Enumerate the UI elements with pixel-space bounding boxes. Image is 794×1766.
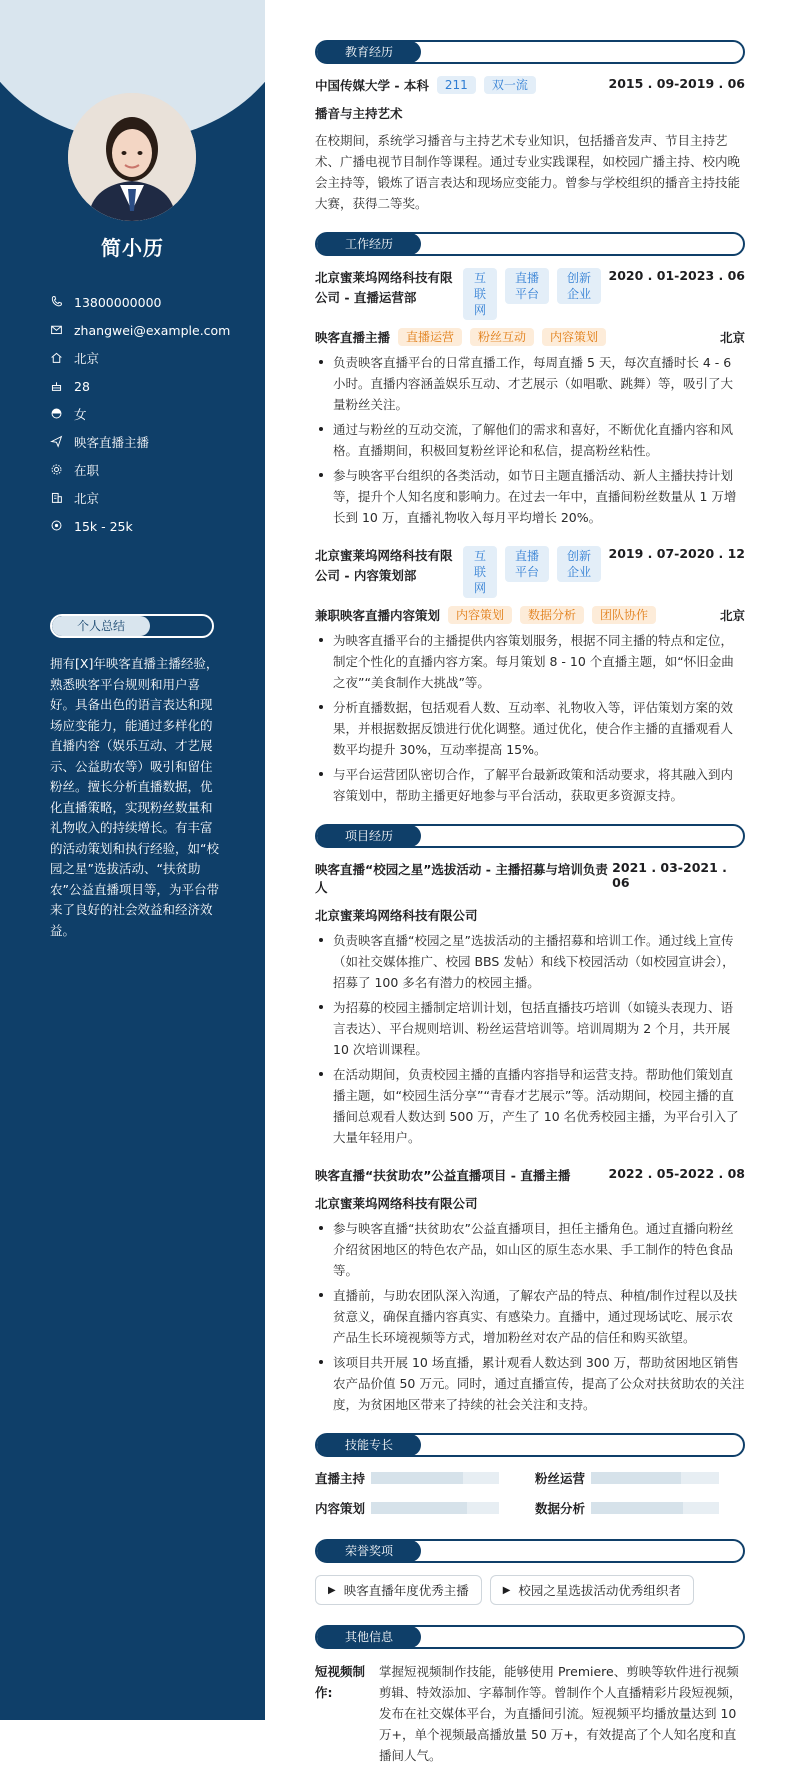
work-entry [315, 268, 745, 528]
work-date: 2020 . 01-2023 . 06 [608, 268, 745, 283]
skill-name: 数据分析 [535, 1501, 586, 1516]
skill-bar-fill [371, 1502, 467, 1514]
skill-bar [371, 1472, 499, 1484]
skill-bar-fill [591, 1502, 683, 1514]
skill-item [535, 1469, 745, 1487]
summary-text: 拥有[X]年映客直播主播经验，熟悉映客平台规则和用户喜好。具备出色的语言表达和现场应变能力，能通过多样化的直播内容（娱乐互动、才艺展示、公益助农等）吸引和留住粉丝。擅长分析直播数据，优化直播策略，实现粉丝数量和礼物收入的持续增长。有丰富的活动策划和执行经验，如“校园之星”选拔活动、“扶贫助农”公益直播项目等，为平台带来了良好的社会效益和经济效益。 [50, 656, 219, 938]
phone-row [50, 288, 230, 316]
education-section-header [315, 40, 745, 64]
bullet-item: 该项目共开展 10 场直播，累计观看人数达到 300 万，帮助贫困地区销售农产品价值 50 万元。同时，通过直播宣传，提高了公众对扶贫助农的关注度，为贫困地区带来了持续的社会关注和支持。 [315, 1352, 745, 1415]
mail-icon [50, 323, 64, 337]
work-row [315, 268, 745, 320]
work-date: 2019 . 07-2020 . 12 [608, 546, 745, 561]
skill-bar [591, 1472, 719, 1484]
skill-bar-fill [371, 1472, 463, 1484]
project-row [315, 860, 745, 896]
other-value: 掌握短视频制作技能，能够使用 Premiere、剪映等软件进行视频剪辑、特效添加、字幕制作等。曾制作个人直播精彩片段短视频，发布在社交媒体平台，为直播间引流。短视频平均播放量达到 10 万+，单个视频最高播放量 50 万+，有效提高了个人知名度和直播间人气。 [379, 1664, 742, 1763]
industry-tag: 互联网 [463, 546, 497, 598]
play-icon: ▶ [502, 1584, 511, 1596]
project-entry [315, 1166, 745, 1415]
gender-text: 女 [74, 407, 87, 422]
other-item [315, 1661, 745, 1766]
candidate-name: 简小历 [101, 236, 164, 260]
project-company: 北京蜜莱坞网络科技有限公司 [315, 908, 478, 923]
project-company: 北京蜜莱坞网络科技有限公司 [315, 1196, 478, 1211]
skill-name: 粉丝运营 [535, 1471, 586, 1486]
education-title: 教育经历 [317, 41, 421, 63]
bullet-item: 在活动期间，负责校园主播的直播内容指导和运营支持。帮助他们策划直播主题，如“校园生活分享”“青春才艺展示”等。活动期间，校园主播的直播间总观看人数达到 500 万，产生了 10 名优秀校园主播，为平台引入了大量年轻用户。 [315, 1064, 745, 1148]
work-title: 工作经历 [317, 233, 421, 255]
salary-row [50, 512, 230, 540]
age-text: 28 [74, 378, 90, 394]
industry-tag: 直播平台 [505, 546, 549, 582]
skill-tag: 数据分析 [520, 606, 584, 624]
education-row [315, 76, 745, 94]
bullet-item: 通过与粉丝的互动交流，了解他们的需求和喜好，不断优化直播内容和风格。直播期间，积极回复粉丝评论和私信，提高粉丝粘性。 [315, 419, 745, 461]
bullet-item: 为招募的校园主播制定培训计划，包括直播技巧培训（如镜头表现力、语言表达）、平台规则培训、粉丝运营培训等。培训周期为 2 个月，共开展 10 次培训课程。 [315, 997, 745, 1060]
skill-name: 直播主持 [315, 1471, 366, 1486]
contact-info [50, 288, 230, 540]
projects-title: 项目经历 [317, 825, 421, 847]
company-name: 北京蜜莱坞网络科技有限公司 - 直播运营部 [315, 270, 453, 305]
education-date: 2015 . 09-2019 . 06 [608, 76, 745, 91]
bullet-item: 直播前，与助农团队深入沟通，了解农产品的特点、种植/制作过程以及扶贫意义，确保直播内容真实、有感染力。直播中，通过现场试吃、展示农产品生长环境视频等方式，增加粉丝对农产品的信任和购买欲望。 [315, 1285, 745, 1348]
gear-icon [50, 463, 64, 477]
industry-tag: 直播平台 [505, 268, 549, 304]
building-icon [50, 491, 64, 505]
school-tag: 211 [437, 76, 476, 94]
skill-tag: 直播运营 [398, 328, 462, 346]
phone-icon [50, 295, 64, 309]
industry-tag: 互联网 [463, 268, 497, 320]
education-desc: 在校期间，系统学习播音与主持艺术专业知识，包括播音发声、节目主持艺术、广播电视节目制作等课程。通过专业实践课程，如校园广播主持、校内晚会主持等，锻炼了语言表达和现场应变能力。曾参与学校组织的播音主持技能大赛，获得二等奖。 [315, 133, 741, 211]
award-name: 映客直播年度优秀主播 [343, 1583, 469, 1598]
status-row [50, 456, 230, 484]
work-location: 北京 [719, 330, 745, 345]
skill-tag: 团队协作 [592, 606, 656, 624]
position-text: 映客直播主播 [74, 435, 150, 450]
awards-list [315, 1575, 745, 1605]
target-city-text: 北京 [74, 491, 100, 506]
education-entry [315, 76, 745, 214]
status-text: 在职 [74, 463, 100, 478]
work-bullets [315, 630, 745, 806]
email-row [50, 316, 230, 344]
bullet-item: 负责映客直播“校园之星”选拔活动的主播招募和培训工作。通过线上宣传（如社交媒体推广、校园 BBS 发帖）和线下校园活动（如校园宣讲会），招募了 100 多名有潜力的校园主播。 [315, 930, 745, 993]
send-icon [50, 435, 64, 449]
major: 播音与主持艺术 [315, 106, 403, 121]
industry-tag: 创新企业 [557, 546, 601, 582]
avatar [68, 93, 196, 221]
project-date: 2022 . 05-2022 . 08 [608, 1166, 745, 1181]
work-section-header [315, 232, 745, 256]
work-bullets [315, 352, 745, 528]
skill-item [315, 1469, 535, 1487]
summary-section-header [50, 614, 214, 638]
project-bullets [315, 1218, 745, 1415]
skill-bar [371, 1502, 499, 1514]
gender-icon [50, 407, 64, 421]
work-entry [315, 546, 745, 806]
age-row [50, 372, 230, 400]
award-item [315, 1575, 482, 1605]
project-name: 映客直播“扶贫助农”公益直播项目 - 直播主播 [315, 1168, 571, 1183]
position-row [50, 428, 230, 456]
awards-section-header [315, 1539, 745, 1563]
project-entry [315, 860, 745, 1148]
work-location: 北京 [719, 608, 745, 623]
skills-title: 技能专长 [317, 1434, 421, 1456]
other-title: 其他信息 [317, 1626, 421, 1648]
skill-bar [591, 1502, 719, 1514]
target-city-row [50, 484, 230, 512]
project-name: 映客直播“校园之星”选拔活动 - 主播招募与培训负责人 [315, 862, 608, 895]
email-text: zhangwei@example.com [74, 322, 231, 338]
skill-name: 内容策划 [315, 1501, 366, 1516]
sidebar [0, 0, 265, 1720]
skill-item [535, 1499, 745, 1517]
skills-grid [315, 1469, 745, 1517]
main-content [315, 40, 745, 1766]
role-name: 映客直播主播 [315, 330, 391, 345]
coin-icon [50, 519, 64, 533]
award-item [490, 1575, 694, 1605]
bullet-item: 参与映客直播“扶贫助农”公益直播项目，担任主播角色。通过直播向粉丝介绍贫困地区的特色农产品，如山区的原生态水果、手工制作的特色食品等。 [315, 1218, 745, 1281]
role-row [315, 328, 745, 346]
company-name: 北京蜜莱坞网络科技有限公司 - 内容策划部 [315, 548, 453, 583]
project-date: 2021 . 03-2021 . 06 [612, 860, 727, 890]
bullet-item: 参与映客平台组织的各类活动，如节日主题直播活动、新人主播扶持计划等，提升个人知名度和影响力。在过去一年中，直播间粉丝数量从 1 万增长到 10 万，直播礼物收入每月平均增长 20%。 [315, 465, 745, 528]
other-section-header [315, 1625, 745, 1649]
city-row [50, 344, 230, 372]
school-name: 中国传媒大学 - 本科 [315, 78, 429, 93]
cake-icon [50, 379, 64, 393]
phone-text: 13800000000 [74, 294, 162, 310]
skills-section-header [315, 1433, 745, 1457]
skill-item [315, 1499, 535, 1517]
award-name: 校园之星选拔活动优秀组织者 [518, 1583, 681, 1598]
project-row [315, 1166, 745, 1184]
gender-row [50, 400, 230, 428]
awards-title: 荣誉奖项 [317, 1540, 421, 1562]
skill-tag: 内容策划 [542, 328, 606, 346]
bullet-item: 为映客直播平台的主播提供内容策划服务，根据不同主播的特点和定位，制定个性化的直播内容方案。每月策划 8 - 10 个直播主题，如“怀旧金曲之夜”“美食制作大挑战”等。 [315, 630, 745, 693]
skill-bar-fill [591, 1472, 681, 1484]
salary-text: 15k - 25k [74, 518, 133, 534]
home-icon [50, 351, 64, 365]
bullet-item: 负责映客直播平台的日常直播工作，每周直播 5 天，每次直播时长 4 - 6 小时。直播内容涵盖娱乐互动、才艺展示（如唱歌、跳舞）等，吸引了大量粉丝关注。 [315, 352, 745, 415]
city-text: 北京 [74, 351, 100, 366]
skill-tag: 粉丝互动 [470, 328, 534, 346]
projects-section-header [315, 824, 745, 848]
school-tag: 双一流 [484, 76, 536, 94]
role-row [315, 606, 745, 624]
industry-tag: 创新企业 [557, 268, 601, 304]
other-key: 短视频制作: [315, 1664, 366, 1700]
skill-tag: 内容策划 [448, 606, 512, 624]
project-bullets [315, 930, 745, 1148]
role-name: 兼职映客直播内容策划 [315, 608, 441, 623]
work-row [315, 546, 745, 598]
play-icon: ▶ [328, 1584, 336, 1596]
summary-title: 个人总结 [52, 616, 150, 636]
bullet-item: 分析直播数据，包括观看人数、互动率、礼物收入等，评估策划方案的效果，并根据数据反馈进行优化调整。通过优化，使合作主播的直播观看人数平均提升 30%，互动率提高 15%。 [315, 697, 745, 760]
bullet-item: 与平台运营团队密切合作，了解平台最新政策和活动要求，将其融入到内容策划中，帮助主播更好地参与平台活动，获取更多资源支持。 [315, 764, 745, 806]
